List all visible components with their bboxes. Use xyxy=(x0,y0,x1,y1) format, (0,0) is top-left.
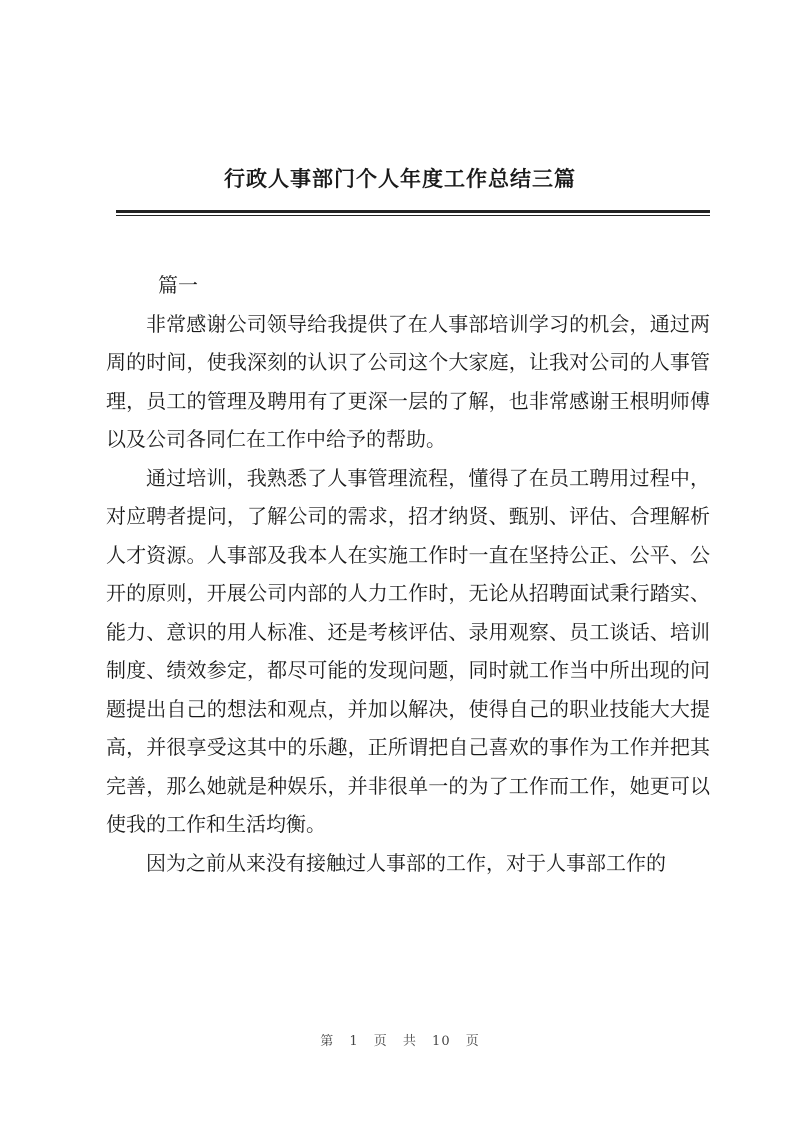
section-heading: 篇一 xyxy=(158,273,198,297)
document-title: 行政人事部门个人年度工作总结三篇 xyxy=(224,166,576,191)
page-number-footer: 第 1 页 共 10 页 xyxy=(320,1034,480,1049)
paragraph-1: 非常感谢公司领导给我提供了在人事部培训学习的机会，通过两周的时间，使我深刻的认识了公司这个大家庭，让我对公司的人事管理，员工的管理及聘用有了更深一层的了解，也非常感谢王根明师傅以及公司各同仁在工作中给予的帮助。 xyxy=(106,311,710,451)
title-divider xyxy=(116,210,710,213)
title-divider-thin xyxy=(116,215,710,216)
paragraph-3: 因为之前从来没有接触过人事部的工作，对于人事部工作的 xyxy=(146,850,666,875)
document-body xyxy=(106,266,710,882)
paragraph-2: 通过培训，我熟悉了人事管理流程，懂得了在员工聘用过程中，对应聘者提问，了解公司的需求，招才纳贤、甄别、评估、合理解析人才资源。人事部及我本人在实施工作时一直在坚持公正、公平、公开的原则，开展公司内部的人力工作时，无论从招聘面试秉行踏实、能力、意识的用人标准、还是考核评估、录用观察、员工谈话、培训制度、绩效参定，都尽可能的发现问题，同时就工作当中所出现的问题提出自己的想法和观点，并加以解决，使得自己的职业技能大大提高，并很享受这其中的乐趣，正所谓把自己喜欢的事作为工作并把其完善，那么她就是种娱乐，并非很单一的为了工作而工作，她更可以使我的工作和生活均衡。 xyxy=(106,465,710,836)
